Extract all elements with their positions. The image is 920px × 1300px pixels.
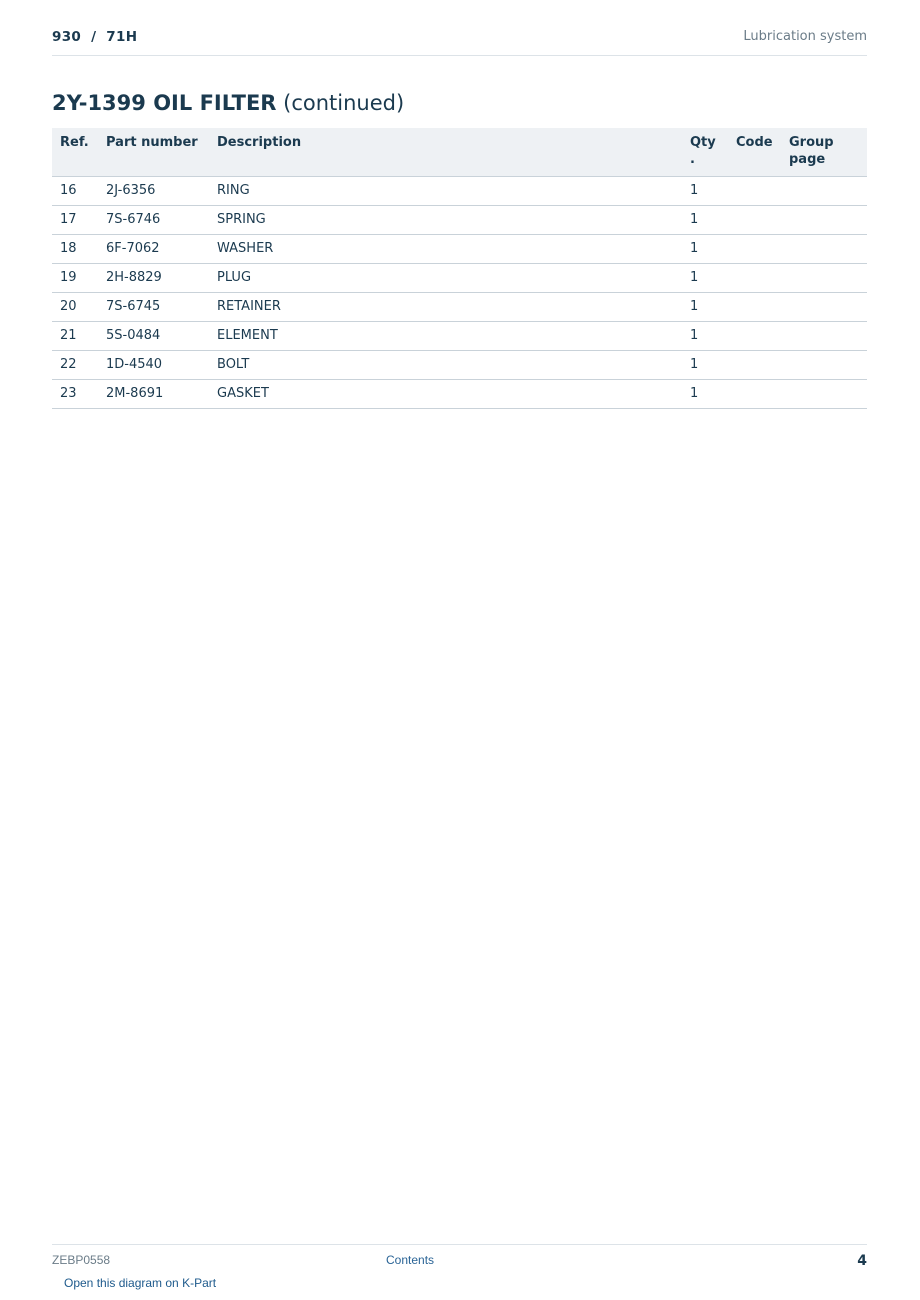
cell-code [728,351,781,380]
kpart-link[interactable]: Open this diagram on K-Part [64,1276,217,1290]
cell-part-number: 7S-6746 [98,206,209,235]
page-footer [52,1244,867,1275]
cell-code [728,380,781,409]
cell-description: BOLT [209,351,682,380]
cell-ref: 23 [52,380,98,409]
cell-code [728,264,781,293]
cell-ref: 20 [52,293,98,322]
cell-code [728,293,781,322]
cell-group-page [781,380,867,409]
title-main: 2Y-1399 OIL FILTER [52,91,277,115]
document-code: ZEBP0558 [52,1253,111,1267]
cell-part-number: 5S-0484 [98,322,209,351]
column-header-group-page: Group page [781,128,867,177]
cell-ref: 18 [52,235,98,264]
cell-group-page [781,293,867,322]
cell-ref: 22 [52,351,98,380]
cell-group-page [781,206,867,235]
cell-qty: 1 [682,293,728,322]
cell-part-number: 6F-7062 [98,235,209,264]
cell-ref: 21 [52,322,98,351]
parts-table [52,128,867,409]
cell-part-number: 2H-8829 [98,264,209,293]
table-row [52,206,867,235]
table-body [52,177,867,409]
table-row [52,177,867,206]
cell-code [728,177,781,206]
table-header-row [52,128,867,177]
cell-qty: 1 [682,177,728,206]
table-row [52,235,867,264]
cell-code [728,235,781,264]
cell-group-page [781,264,867,293]
cell-group-page [781,177,867,206]
cell-code [728,206,781,235]
cell-part-number: 7S-6745 [98,293,209,322]
cell-code [728,322,781,351]
cell-group-page [781,235,867,264]
model-label: 930 / 71H [52,29,138,45]
page-header [52,28,867,56]
cell-part-number: 1D-4540 [98,351,209,380]
cell-description: SPRING [209,206,682,235]
column-header-description: Description [209,128,682,177]
column-header-part-number: Part number [98,128,209,177]
cell-part-number: 2M-8691 [98,380,209,409]
title-suffix: (continued) [283,91,405,115]
cell-description: ELEMENT [209,322,682,351]
cell-part-number: 2J-6356 [98,177,209,206]
cell-qty: 1 [682,235,728,264]
section-label: Lubrication system [743,29,867,44]
cell-description: RING [209,177,682,206]
cell-qty: 1 [682,322,728,351]
column-header-code: Code [728,128,781,177]
cell-qty: 1 [682,264,728,293]
cell-description: PLUG [209,264,682,293]
table-row [52,322,867,351]
cell-qty: 1 [682,351,728,380]
cell-description: GASKET [209,380,682,409]
cell-qty: 1 [682,380,728,409]
cell-ref: 19 [52,264,98,293]
table-row [52,293,867,322]
column-header-qty: Qty . [682,128,728,177]
column-header-ref: Ref. [52,128,98,177]
page-number: 4 [857,1253,867,1269]
cell-ref: 16 [52,177,98,206]
cell-description: WASHER [209,235,682,264]
cell-group-page [781,351,867,380]
cell-group-page [781,322,867,351]
table-row [52,380,867,409]
table-row [52,351,867,380]
cell-qty: 1 [682,206,728,235]
cell-ref: 17 [52,206,98,235]
contents-link[interactable]: Contents [386,1253,435,1267]
table-row [52,264,867,293]
page-title [52,89,404,117]
cell-description: RETAINER [209,293,682,322]
